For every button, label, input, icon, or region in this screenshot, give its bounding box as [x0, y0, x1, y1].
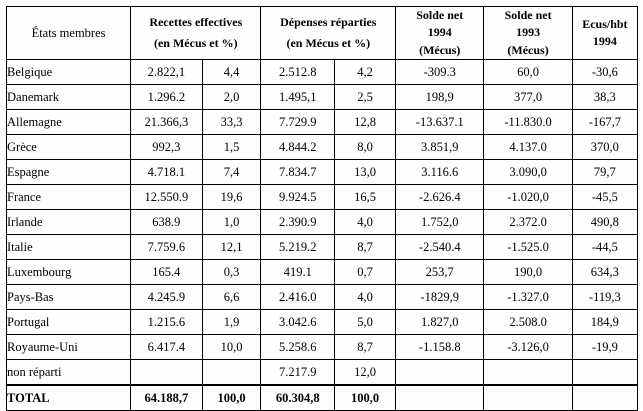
- cell-recettes: 2.822,1: [131, 60, 203, 85]
- table-header-row: [7, 7, 638, 60]
- cell-solde93: [484, 360, 572, 386]
- header-recettes-line1: Recettes effectives: [149, 15, 243, 30]
- cell-recettes-pct: 1,0: [202, 210, 261, 235]
- cell-depenses: 2.390.9: [261, 210, 335, 235]
- header-solde-net-1994: [396, 7, 484, 60]
- header-solde-net-1993: [484, 7, 572, 60]
- table-row: [7, 260, 638, 285]
- cell-solde94: 1.752,0: [396, 210, 484, 235]
- cell-recettes: 7.759.6: [131, 235, 203, 260]
- cell-depenses: 2.512.8: [261, 60, 335, 85]
- cell-depenses: 7.729.9: [261, 110, 335, 135]
- cell-pays: Danemark: [7, 85, 131, 110]
- cell-total-depenses-pct: 100,0: [335, 385, 396, 411]
- header-ecus-line1: Ecus/hbt: [582, 16, 628, 31]
- header-recettes: [131, 7, 261, 60]
- cell-depenses: 9.924.5: [261, 185, 335, 210]
- cell-recettes: [131, 360, 203, 386]
- cell-recettes: 12.550.9: [131, 185, 203, 210]
- header-ecus-line2: 1994: [592, 34, 617, 49]
- cell-pays: Italie: [7, 235, 131, 260]
- cell-ecus: 370,0: [572, 135, 637, 160]
- table-row: [7, 210, 638, 235]
- cell-ecus: -119,3: [572, 285, 637, 310]
- cell-depenses: 2.416.0: [261, 285, 335, 310]
- cell-depenses-pct: 8,7: [335, 235, 396, 260]
- cell-solde94: 1.827,0: [396, 310, 484, 335]
- cell-solde93: -11.830.0: [484, 110, 572, 135]
- cell-solde93: 60,0: [484, 60, 572, 85]
- cell-recettes-pct: 19,6: [202, 185, 261, 210]
- cell-solde93: -1.020,0: [484, 185, 572, 210]
- cell-depenses: 4.844.2: [261, 135, 335, 160]
- header-recettes-line2: (en Mécus et %): [153, 35, 238, 50]
- cell-total-label: TOTAL: [7, 385, 131, 411]
- cell-solde94: 253,7: [396, 260, 484, 285]
- cell-depenses-pct: 4,0: [335, 210, 396, 235]
- cell-solde94: -2.626.4: [396, 185, 484, 210]
- cell-pays: Luxembourg: [7, 260, 131, 285]
- header-etats-membres: [7, 7, 131, 60]
- cell-recettes: 638.9: [131, 210, 203, 235]
- header-depenses: [261, 7, 396, 60]
- table-row-total: [7, 385, 638, 411]
- header-ecus-par-habitant: [572, 7, 637, 60]
- cell-recettes: 4.245.9: [131, 285, 203, 310]
- cell-depenses-pct: 13,0: [335, 160, 396, 185]
- cell-depenses: 419.1: [261, 260, 335, 285]
- budget-table: [6, 6, 638, 411]
- cell-recettes-pct: 33,3: [202, 110, 261, 135]
- cell-depenses-pct: 8,0: [335, 135, 396, 160]
- cell-depenses: 5.219.2: [261, 235, 335, 260]
- header-solde94-line1: Solde net: [416, 8, 464, 22]
- cell-total-depenses: 60.304,8: [261, 385, 335, 411]
- cell-solde93: 2.508.0: [484, 310, 572, 335]
- cell-ecus: -45,5: [572, 185, 637, 210]
- cell-solde93: 4.137.0: [484, 135, 572, 160]
- cell-total-recettes: 64.188,7: [131, 385, 203, 411]
- table-row: [7, 235, 638, 260]
- cell-depenses: 5.258.6: [261, 335, 335, 360]
- table-row: [7, 85, 638, 110]
- table-row: [7, 110, 638, 135]
- header-etats-label: États membres: [31, 26, 106, 41]
- cell-depenses-pct: 0,7: [335, 260, 396, 285]
- cell-ecus: -19,9: [572, 335, 637, 360]
- cell-solde94: [396, 360, 484, 386]
- cell-solde94: 3.851,9: [396, 135, 484, 160]
- cell-solde93: -3.126,0: [484, 335, 572, 360]
- table-row-non-reparti: [7, 360, 638, 386]
- cell-depenses: 7.217.9: [261, 360, 335, 386]
- cell-depenses-pct: 12,0: [335, 360, 396, 386]
- cell-solde93: 377,0: [484, 85, 572, 110]
- cell-recettes-pct: 6,6: [202, 285, 261, 310]
- cell-recettes-pct: 7,4: [202, 160, 261, 185]
- cell-depenses-pct: 16,5: [335, 185, 396, 210]
- table-row: [7, 60, 638, 85]
- cell-recettes-pct: 4,4: [202, 60, 261, 85]
- cell-depenses-pct: 8,7: [335, 335, 396, 360]
- cell-pays: Irlande: [7, 210, 131, 235]
- cell-solde93: -1.327.0: [484, 285, 572, 310]
- cell-recettes-pct: 1,5: [202, 135, 261, 160]
- cell-depenses: 7.834.7: [261, 160, 335, 185]
- cell-total-ecus: [572, 385, 637, 411]
- cell-total-recettes-pct: 100,0: [202, 385, 261, 411]
- cell-ecus: -30,6: [572, 60, 637, 85]
- cell-ecus: -44,5: [572, 235, 637, 260]
- cell-solde94: -13.637.1: [396, 110, 484, 135]
- header-solde94-line2: 1994: [427, 25, 452, 40]
- cell-recettes-pct: 1,9: [202, 310, 261, 335]
- cell-depenses-pct: 5,0: [335, 310, 396, 335]
- cell-ecus: 634,3: [572, 260, 637, 285]
- cell-solde94: -1829,9: [396, 285, 484, 310]
- table-row: [7, 185, 638, 210]
- table-row: [7, 310, 638, 335]
- cell-recettes-pct: 12,1: [202, 235, 261, 260]
- cell-recettes: 1.296.2: [131, 85, 203, 110]
- cell-depenses-pct: 4,0: [335, 285, 396, 310]
- header-solde94-line3: (Mécus): [419, 42, 461, 57]
- cell-recettes: 21.366,3: [131, 110, 203, 135]
- cell-pays: France: [7, 185, 131, 210]
- cell-depenses: 3.042.6: [261, 310, 335, 335]
- table-row: [7, 285, 638, 310]
- cell-ecus: 38,3: [572, 85, 637, 110]
- header-solde93-line2: 1993: [516, 25, 541, 40]
- cell-ecus: -167,7: [572, 110, 637, 135]
- cell-ecus: [572, 360, 637, 386]
- cell-depenses-pct: 12,8: [335, 110, 396, 135]
- cell-recettes: 992,3: [131, 135, 203, 160]
- cell-recettes-pct: 0,3: [202, 260, 261, 285]
- header-solde93-line3: (Mécus): [507, 42, 549, 57]
- cell-solde94: 198,9: [396, 85, 484, 110]
- cell-pays: Royaume-Uni: [7, 335, 131, 360]
- cell-ecus: 79,7: [572, 160, 637, 185]
- cell-solde94: -309.3: [396, 60, 484, 85]
- cell-depenses-pct: 2,5: [335, 85, 396, 110]
- cell-recettes: 6.417.4: [131, 335, 203, 360]
- table-row: [7, 335, 638, 360]
- cell-pays: Belgique: [7, 60, 131, 85]
- header-solde93-line1: Solde net: [504, 8, 552, 22]
- cell-pays: Allemagne: [7, 110, 131, 135]
- cell-solde93: 2.372.0: [484, 210, 572, 235]
- cell-depenses: 1.495,1: [261, 85, 335, 110]
- cell-recettes: 1.215.6: [131, 310, 203, 335]
- cell-pays: Pays-Bas: [7, 285, 131, 310]
- cell-solde93: 190,0: [484, 260, 572, 285]
- cell-pays: Grèce: [7, 135, 131, 160]
- cell-pays: Espagne: [7, 160, 131, 185]
- table-row: [7, 135, 638, 160]
- cell-recettes-pct: [202, 360, 261, 386]
- cell-depenses-pct: 4,2: [335, 60, 396, 85]
- cell-pays: non réparti: [7, 360, 131, 386]
- cell-solde93: 3.090,0: [484, 160, 572, 185]
- cell-ecus: 490,8: [572, 210, 637, 235]
- header-depenses-line1: Dépenses réparties: [280, 15, 377, 30]
- cell-solde94: -2.540.4: [396, 235, 484, 260]
- cell-total-solde94: [396, 385, 484, 411]
- cell-solde93: -1.525.0: [484, 235, 572, 260]
- cell-recettes: 4.718.1: [131, 160, 203, 185]
- cell-total-solde93: [484, 385, 572, 411]
- cell-recettes-pct: 10,0: [202, 335, 261, 360]
- cell-solde94: 3.116.6: [396, 160, 484, 185]
- cell-recettes: 165.4: [131, 260, 203, 285]
- cell-pays: Portugal: [7, 310, 131, 335]
- cell-ecus: 184,9: [572, 310, 637, 335]
- table-row: [7, 160, 638, 185]
- cell-recettes-pct: 2,0: [202, 85, 261, 110]
- header-depenses-line2: (en Mécus et %): [286, 35, 371, 50]
- cell-solde94: -1.158.8: [396, 335, 484, 360]
